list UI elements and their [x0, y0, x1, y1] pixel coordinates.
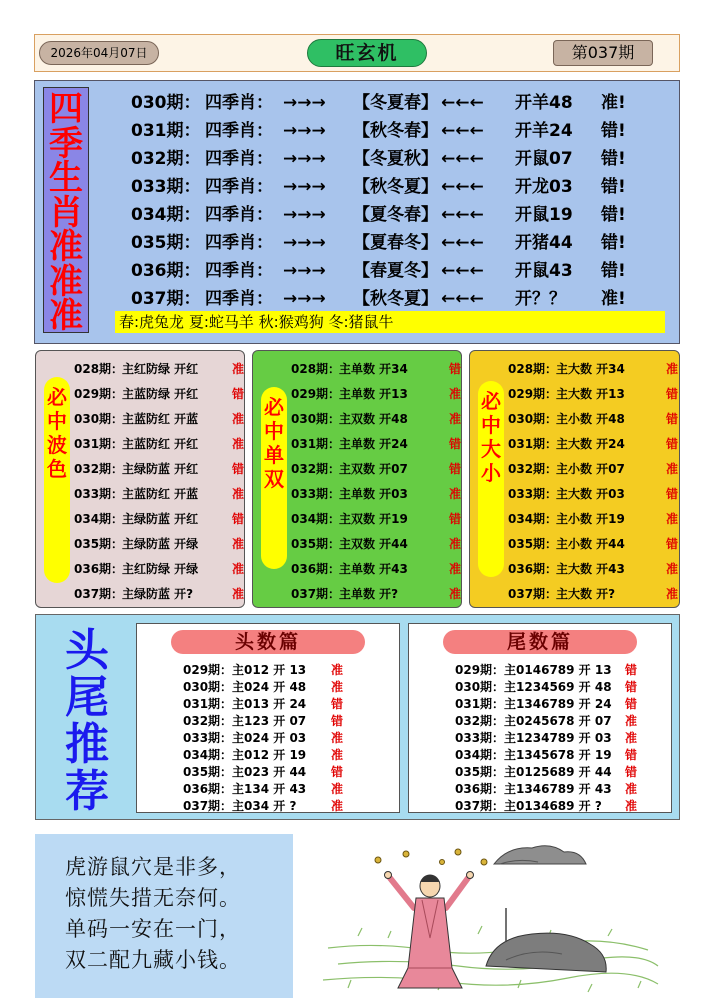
- issue-number: 036期：: [291, 562, 341, 576]
- draw-result: 开猪44: [515, 233, 573, 253]
- prediction-text: 主红防绿 开绿: [122, 562, 199, 576]
- verdict: 错: [625, 765, 638, 779]
- pick-row: [291, 482, 461, 507]
- verdict: 准: [449, 562, 462, 576]
- verdict: 准: [232, 437, 245, 451]
- season-pick: 【秋冬春】: [353, 121, 438, 141]
- title-char: 四: [49, 89, 83, 129]
- arrow-right-icon: →→→: [283, 289, 326, 309]
- header-bar: [34, 34, 680, 72]
- recommend-text: 031期：主013 开 24: [183, 697, 307, 711]
- season-pick: 【冬夏春】: [353, 93, 438, 113]
- verdict: 准!: [601, 289, 626, 309]
- verdict: 准: [666, 362, 679, 376]
- verdict: 错: [449, 462, 462, 476]
- pick-row: [291, 382, 461, 407]
- title-char: 生: [49, 158, 83, 198]
- pick-row: [508, 432, 678, 457]
- recommend-row: [455, 662, 637, 679]
- issue-number: 035期：: [508, 537, 558, 551]
- season-row: [131, 89, 626, 117]
- season-pick: 【冬夏秋】: [353, 149, 438, 169]
- verdict: 错: [232, 512, 245, 526]
- recommend-row: [183, 798, 343, 815]
- recommend-text: 032期：主123 开 07: [183, 714, 307, 728]
- draw-result: 开羊24: [515, 121, 573, 141]
- label-char: 色: [47, 457, 67, 481]
- verdict: 错: [449, 512, 462, 526]
- title-char: 准: [49, 296, 83, 336]
- recommend-text: 035期：主023 开 44: [183, 765, 307, 779]
- label-char: 中: [481, 413, 501, 437]
- pick-row: [74, 482, 244, 507]
- recommend-text: 030期：主024 开 48: [183, 680, 307, 694]
- season-label: 四季肖：: [205, 205, 273, 225]
- arrow-right-icon: →→→: [283, 177, 326, 197]
- issue-number: 032期：: [131, 149, 201, 169]
- season-legend: 春:虎兔龙 夏:蛇马羊 秋:猴鸡狗 冬:猪鼠牛: [115, 311, 665, 333]
- draw-result: 开鼠19: [515, 205, 573, 225]
- arrow-left-icon: ←←←: [441, 177, 484, 197]
- season-rows: [131, 89, 626, 313]
- prediction-text: 主小数 开44: [556, 537, 625, 551]
- tail-number-rows: [455, 662, 637, 815]
- recommend-row: [183, 696, 343, 713]
- arrow-right-icon: →→→: [283, 261, 326, 281]
- season-label: 四季肖：: [205, 149, 273, 169]
- draw-result: 开鼠07: [515, 149, 573, 169]
- label-char: 中: [47, 409, 67, 433]
- poem-line: 双二配九藏小钱。: [65, 948, 241, 972]
- recommend-text: 035期：主0125689 开 44: [455, 765, 612, 779]
- issue-badge: 第037期: [553, 40, 653, 66]
- title-char: 季: [49, 123, 83, 164]
- odd-even-label: [261, 387, 287, 569]
- arrow-left-icon: ←←←: [441, 93, 484, 113]
- pick-row: [291, 432, 461, 457]
- arrow-right-icon: →→→: [283, 233, 326, 253]
- prediction-text: 主小数 开07: [556, 462, 625, 476]
- prediction-text: 主绿防蓝 开绿: [122, 537, 199, 551]
- poem-line: 惊慌失措无奈何。: [65, 886, 241, 910]
- recommend-row: [455, 747, 637, 764]
- verdict: 错: [625, 697, 638, 711]
- recommend-row: [455, 696, 637, 713]
- issue-number: 037期：: [508, 587, 558, 601]
- season-pick: 【夏春冬】: [353, 233, 438, 253]
- prediction-text: 主绿防蓝 开?: [122, 587, 194, 601]
- prediction-text: 主蓝防绿 开红: [122, 387, 199, 401]
- verdict: 准: [331, 731, 344, 745]
- verdict: 准: [666, 462, 679, 476]
- recommend-text: 033期：主024 开 03: [183, 731, 307, 745]
- issue-number: 037期：: [74, 587, 124, 601]
- season-label: 四季肖：: [205, 93, 273, 113]
- issue-number: 031期：: [508, 437, 558, 451]
- pick-row: [291, 407, 461, 432]
- pick-row: [508, 407, 678, 432]
- season-row: [131, 145, 626, 173]
- arrow-left-icon: ←←←: [441, 289, 484, 309]
- season-row: [131, 173, 626, 201]
- pick-row: [508, 557, 678, 582]
- recommend-row: [455, 730, 637, 747]
- arrow-left-icon: ←←←: [441, 233, 484, 253]
- recommend-text: 032期：主0245678 开 07: [455, 714, 612, 728]
- verdict: 错: [625, 680, 638, 694]
- recommend-text: 036期：主1346789 开 43: [455, 782, 612, 796]
- verdict: 错: [666, 437, 679, 451]
- recommend-row: [455, 713, 637, 730]
- verdict: 准: [331, 782, 344, 796]
- draw-result: 开龙03: [515, 177, 573, 197]
- issue-number: 029期：: [291, 387, 341, 401]
- verdict: 准: [666, 562, 679, 576]
- issue-number: 029期：: [74, 387, 124, 401]
- pick-row: [74, 557, 244, 582]
- verdict: 错: [625, 748, 638, 762]
- recommend-row: [183, 764, 343, 781]
- recommend-row: [183, 730, 343, 747]
- pick-row: [508, 532, 678, 557]
- arrow-left-icon: ←←←: [441, 149, 484, 169]
- pick-row: [291, 557, 461, 582]
- prediction-text: 主单数 开13: [339, 387, 408, 401]
- prediction-text: 主大数 开43: [556, 562, 625, 576]
- draw-result: 开羊48: [515, 93, 573, 113]
- recommend-row: [455, 781, 637, 798]
- arrow-right-icon: →→→: [283, 149, 326, 169]
- season-pick: 【春夏冬】: [353, 261, 438, 281]
- recommend-row: [183, 662, 343, 679]
- prediction-text: 主蓝防红 开蓝: [122, 487, 199, 501]
- verdict: 错: [449, 437, 462, 451]
- verdict: 准!: [601, 93, 626, 113]
- verdict: 错: [666, 487, 679, 501]
- title-char: 准: [49, 261, 83, 302]
- arrow-left-icon: ←←←: [441, 121, 484, 141]
- verdict: 准: [232, 562, 245, 576]
- issue-number: 030期：: [131, 93, 201, 113]
- pick-row: [508, 382, 678, 407]
- verdict: 准: [625, 799, 638, 813]
- prediction-text: 主单数 开03: [339, 487, 408, 501]
- arrow-right-icon: →→→: [283, 121, 326, 141]
- issue-number: 034期：: [291, 512, 341, 526]
- recommend-text: 037期：主034 开 ?: [183, 799, 297, 813]
- season-label: 四季肖：: [205, 177, 273, 197]
- label-char: 中: [264, 419, 284, 443]
- prediction-text: 主蓝防红 开红: [122, 437, 199, 451]
- issue-number: 031期：: [74, 437, 124, 451]
- prediction-text: 主单数 开24: [339, 437, 408, 451]
- season-pick: 【秋冬夏】: [353, 177, 438, 197]
- season-row: [131, 257, 626, 285]
- pick-row: [291, 507, 461, 532]
- issue-number: 031期：: [131, 121, 201, 141]
- verdict: 错!: [601, 177, 626, 197]
- recommend-text: 031期：主1346789 开 24: [455, 697, 612, 711]
- verdict: 准: [449, 537, 462, 551]
- recommend-text: 030期：主1234569 开 48: [455, 680, 612, 694]
- recommend-row: [455, 679, 637, 696]
- pick-row: [74, 357, 244, 382]
- issue-number: 029期：: [508, 387, 558, 401]
- arrow-left-icon: ←←←: [441, 261, 484, 281]
- pick-row: [74, 407, 244, 432]
- season-label: 四季肖：: [205, 121, 273, 141]
- verdict: 错!: [601, 149, 626, 169]
- pick-row: [74, 582, 244, 607]
- verdict: 错: [232, 387, 245, 401]
- prediction-text: 主小数 开19: [556, 512, 625, 526]
- title-char: 推: [65, 719, 109, 770]
- verdict: 准: [666, 587, 679, 601]
- prediction-text: 主双数 开48: [339, 412, 408, 426]
- illustration-image: [318, 838, 662, 998]
- issue-number: 033期：: [74, 487, 124, 501]
- poem-line: 虎游鼠穴是非多，: [65, 855, 241, 879]
- issue-number: 032期：: [508, 462, 558, 476]
- head-number-rows: [183, 662, 343, 815]
- verdict: 错: [331, 765, 344, 779]
- prediction-text: 主绿防蓝 开红: [122, 462, 199, 476]
- verdict: 准: [331, 799, 344, 813]
- head-number-box: [136, 623, 400, 813]
- label-char: 必: [481, 389, 501, 413]
- issue-number: 031期：: [291, 437, 341, 451]
- tail-number-box: [408, 623, 672, 813]
- big-small-panel: [469, 350, 680, 608]
- issue-number: 037期：: [131, 289, 201, 309]
- prediction-text: 主单数 开43: [339, 562, 408, 576]
- season-label: 四季肖：: [205, 261, 273, 281]
- prediction-text: 主大数 开24: [556, 437, 625, 451]
- prediction-text: 主双数 开19: [339, 512, 408, 526]
- verdict: 准: [232, 362, 245, 376]
- prediction-text: 主大数 开?: [556, 587, 616, 601]
- label-char: 单: [264, 443, 284, 467]
- title-char: 荐: [65, 766, 109, 817]
- issue-number: 033期：: [131, 177, 201, 197]
- wave-color-panel: [35, 350, 245, 608]
- recommend-text: 037期：主0134689 开 ?: [455, 799, 602, 813]
- verdict: 错: [666, 387, 679, 401]
- verdict: 错: [232, 462, 245, 476]
- pick-row: [74, 382, 244, 407]
- big-small-label: [478, 381, 504, 577]
- issue-number: 032期：: [291, 462, 341, 476]
- recommend-row: [455, 764, 637, 781]
- arrow-right-icon: →→→: [283, 205, 326, 225]
- issue-number: 030期：: [508, 412, 558, 426]
- prediction-text: 主单数 开34: [339, 362, 408, 376]
- prediction-text: 主单数 开?: [339, 587, 399, 601]
- issue-number: 036期：: [508, 562, 558, 576]
- odd-even-panel: [252, 350, 462, 608]
- season-zodiac-section: [34, 80, 680, 344]
- title-char: 准: [49, 227, 83, 267]
- verdict: 准: [449, 587, 462, 601]
- prediction-text: 主蓝防红 开蓝: [122, 412, 199, 426]
- verdict: 准: [331, 680, 344, 694]
- issue-number: 032期：: [74, 462, 124, 476]
- date-badge: 2026年04月07日: [39, 41, 159, 65]
- season-label: 四季肖：: [205, 233, 273, 253]
- poem-line: 单码一安在一门，: [65, 917, 241, 941]
- season-section-title: [43, 87, 89, 336]
- pick-row: [74, 432, 244, 457]
- recommend-row: [183, 679, 343, 696]
- arrow-left-icon: ←←←: [441, 205, 484, 225]
- recommend-text: 036期：主134 开 43: [183, 782, 307, 796]
- verdict: 准: [449, 487, 462, 501]
- verdict: 错!: [601, 233, 626, 253]
- issue-number: 034期：: [74, 512, 124, 526]
- issue-number: 028期：: [291, 362, 341, 376]
- verdict: 错: [625, 663, 638, 677]
- issue-number: 036期：: [74, 562, 124, 576]
- issue-number: 035期：: [291, 537, 341, 551]
- verdict: 准: [331, 748, 344, 762]
- draw-result: 开？？: [515, 289, 566, 309]
- issue-number: 033期：: [508, 487, 558, 501]
- verdict: 准: [232, 412, 245, 426]
- title-char: 肖: [49, 192, 83, 233]
- pick-row: [291, 357, 461, 382]
- recommend-row: [455, 798, 637, 815]
- recommend-row: [183, 747, 343, 764]
- verdict: 错: [331, 697, 344, 711]
- issue-number: 037期：: [291, 587, 341, 601]
- prediction-text: 主大数 开13: [556, 387, 625, 401]
- label-char: 大: [481, 437, 501, 461]
- issue-number: 033期：: [291, 487, 341, 501]
- page-title: 旺玄机: [307, 39, 427, 67]
- issue-number: 036期：: [131, 261, 201, 281]
- prediction-text: 主小数 开48: [556, 412, 625, 426]
- label-char: 小: [481, 461, 501, 485]
- verdict: 准: [232, 487, 245, 501]
- pick-row: [74, 457, 244, 482]
- verdict: 准: [666, 512, 679, 526]
- issue-number: 034期：: [131, 205, 201, 225]
- issue-number: 028期：: [74, 362, 124, 376]
- pick-row: [508, 457, 678, 482]
- verdict: 准: [625, 731, 638, 745]
- odd-even-rows: [291, 357, 461, 607]
- pick-row: [291, 457, 461, 482]
- title-char: 尾: [65, 672, 109, 723]
- verdict: 错: [449, 362, 462, 376]
- season-label: 四季肖：: [205, 289, 273, 309]
- label-char: 波: [47, 433, 67, 457]
- season-row: [131, 117, 626, 145]
- pick-row: [74, 507, 244, 532]
- wave-rows: [74, 357, 244, 607]
- tail-number-title: 尾数篇: [443, 630, 637, 654]
- head-tail-title: [46, 627, 128, 815]
- recommend-text: 029期：主012 开 13: [183, 663, 307, 677]
- season-row: [131, 229, 626, 257]
- prediction-text: 主大数 开34: [556, 362, 625, 376]
- issue-number: 028期：: [508, 362, 558, 376]
- verdict: 准: [232, 587, 245, 601]
- pick-row: [508, 482, 678, 507]
- season-row: [131, 285, 626, 313]
- recommend-row: [183, 713, 343, 730]
- wave-color-label: [44, 377, 70, 583]
- issue-number: 034期：: [508, 512, 558, 526]
- head-tail-section: [35, 614, 680, 820]
- pick-row: [508, 507, 678, 532]
- verdict: 错: [666, 412, 679, 426]
- recommend-text: 029期：主0146789 开 13: [455, 663, 612, 677]
- season-pick: 【秋冬夏】: [353, 289, 438, 309]
- recommend-text: 034期：主1345678 开 19: [455, 748, 612, 762]
- season-pick: 【夏冬春】: [353, 205, 438, 225]
- pick-row: [508, 357, 678, 382]
- recommend-text: 034期：主012 开 19: [183, 748, 307, 762]
- label-char: 双: [264, 467, 284, 491]
- title-char: 头: [65, 625, 109, 676]
- issue-number: 035期：: [74, 537, 124, 551]
- verdict: 准: [625, 714, 638, 728]
- prediction-text: 主双数 开07: [339, 462, 408, 476]
- issue-number: 030期：: [74, 412, 124, 426]
- pick-row: [291, 582, 461, 607]
- verdict: 错: [666, 537, 679, 551]
- head-number-title: 头数篇: [171, 630, 365, 654]
- prediction-text: 主红防绿 开红: [122, 362, 199, 376]
- arrow-right-icon: →→→: [283, 93, 326, 113]
- issue-number: 035期：: [131, 233, 201, 253]
- verdict: 错: [331, 714, 344, 728]
- label-char: 必: [47, 385, 67, 409]
- prediction-text: 主双数 开44: [339, 537, 408, 551]
- season-row: [131, 201, 626, 229]
- prediction-text: 主绿防蓝 开红: [122, 512, 199, 526]
- big-small-rows: [508, 357, 678, 607]
- verdict: 错!: [601, 205, 626, 225]
- verdict: 错!: [601, 121, 626, 141]
- recommend-row: [183, 781, 343, 798]
- verdict: 准: [449, 387, 462, 401]
- verdict: 准: [449, 412, 462, 426]
- pick-row: [74, 532, 244, 557]
- pick-row: [291, 532, 461, 557]
- verdict: 错!: [601, 261, 626, 281]
- verdict: 准: [232, 537, 245, 551]
- recommend-text: 033期：主1234789 开 03: [455, 731, 612, 745]
- pick-row: [508, 582, 678, 607]
- label-char: 必: [264, 395, 284, 419]
- verdict: 准: [331, 663, 344, 677]
- draw-result: 开鼠43: [515, 261, 573, 281]
- issue-number: 030期：: [291, 412, 341, 426]
- verdict: 准: [625, 782, 638, 796]
- poem-box: [35, 834, 293, 998]
- prediction-text: 主大数 开03: [556, 487, 625, 501]
